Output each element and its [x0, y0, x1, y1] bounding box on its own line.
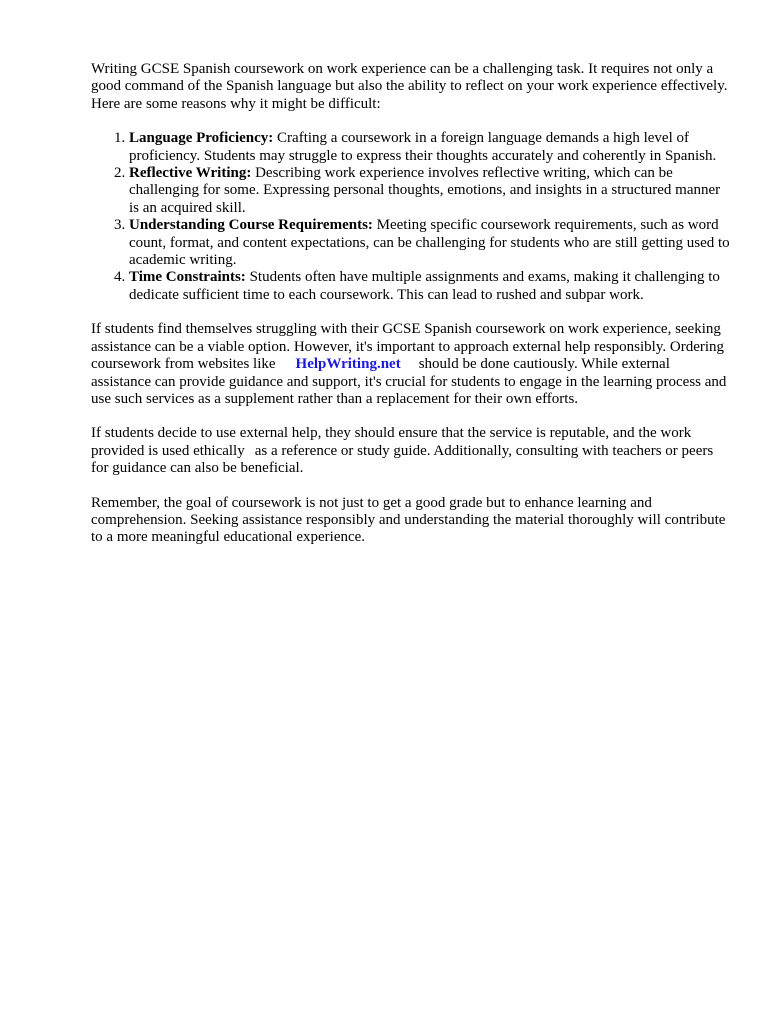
- reason-text: Describing work experience involves reflective writing, which can be challenging for some. Expressing personal thoughts, emotions, and insights in a structured manner is an acquired skill.: [129, 165, 721, 216]
- external-help-text-after: as a reference or study guide. Additionally, consulting with teachers or peers for guidance can also be beneficial.: [91, 442, 714, 477]
- list-item: [129, 130, 731, 165]
- external-help-text-before: If students decide to use external help, they should ensure that the service is reputable, and the work provided is used ethically: [91, 425, 692, 459]
- assistance-paragraph: [91, 321, 731, 408]
- assistance-text-before: If students find themselves struggling with their GCSE Spanish coursework on work experience, seeking assistance can be a viable option. However, it's important to approach external help responsibly. Ordering coursework from websites like: [91, 321, 725, 373]
- reason-text: Crafting a coursework in a foreign language demands a high level of proficiency. Students may struggle to express their thoughts accurately and coherently in Spanish.: [129, 130, 717, 164]
- document-body: [91, 61, 731, 564]
- reason-term: Understanding Course Requirements:: [129, 217, 373, 234]
- conclusion-paragraph: Remember, the goal of coursework is not just to get a good grade but to enhance learning and comprehension. Seeking assistance responsibly and understanding the material thoroughly will contribute to a more meaningful educational experience.: [91, 494, 726, 546]
- list-item: [129, 269, 731, 304]
- reason-term: Language Proficiency:: [129, 130, 274, 147]
- helpwriting-link[interactable]: HelpWriting.net: [295, 356, 401, 373]
- list-item: [129, 165, 731, 217]
- external-help-paragraph: [91, 425, 731, 477]
- reason-text: Meeting specific coursework requirements, such as word count, format, and content expectations, can be challenging for students who are still getting used to academic writing.: [129, 217, 730, 269]
- reason-text: Students often have multiple assignments and exams, making it challenging to dedicate sufficient time to each coursework. This can lead to rushed and subpar work.: [129, 269, 720, 303]
- reason-term: Time Constraints:: [129, 269, 246, 286]
- reason-term: Reflective Writing:: [129, 165, 252, 182]
- assistance-text-after: should be done cautiously. While external assistance can provide guidance and support, it's crucial for students to engage in the learning process and use such services as a supplement rather than a replacement for their own efforts.: [91, 356, 727, 407]
- reasons-list: [91, 130, 731, 304]
- list-item: [129, 217, 731, 269]
- intro-paragraph: Writing GCSE Spanish coursework on work experience can be a challenging task. It requires not only a good command of the Spanish language but also the ability to reflect on your work experience effectively. Here are some reasons why it might be difficult:: [91, 61, 728, 112]
